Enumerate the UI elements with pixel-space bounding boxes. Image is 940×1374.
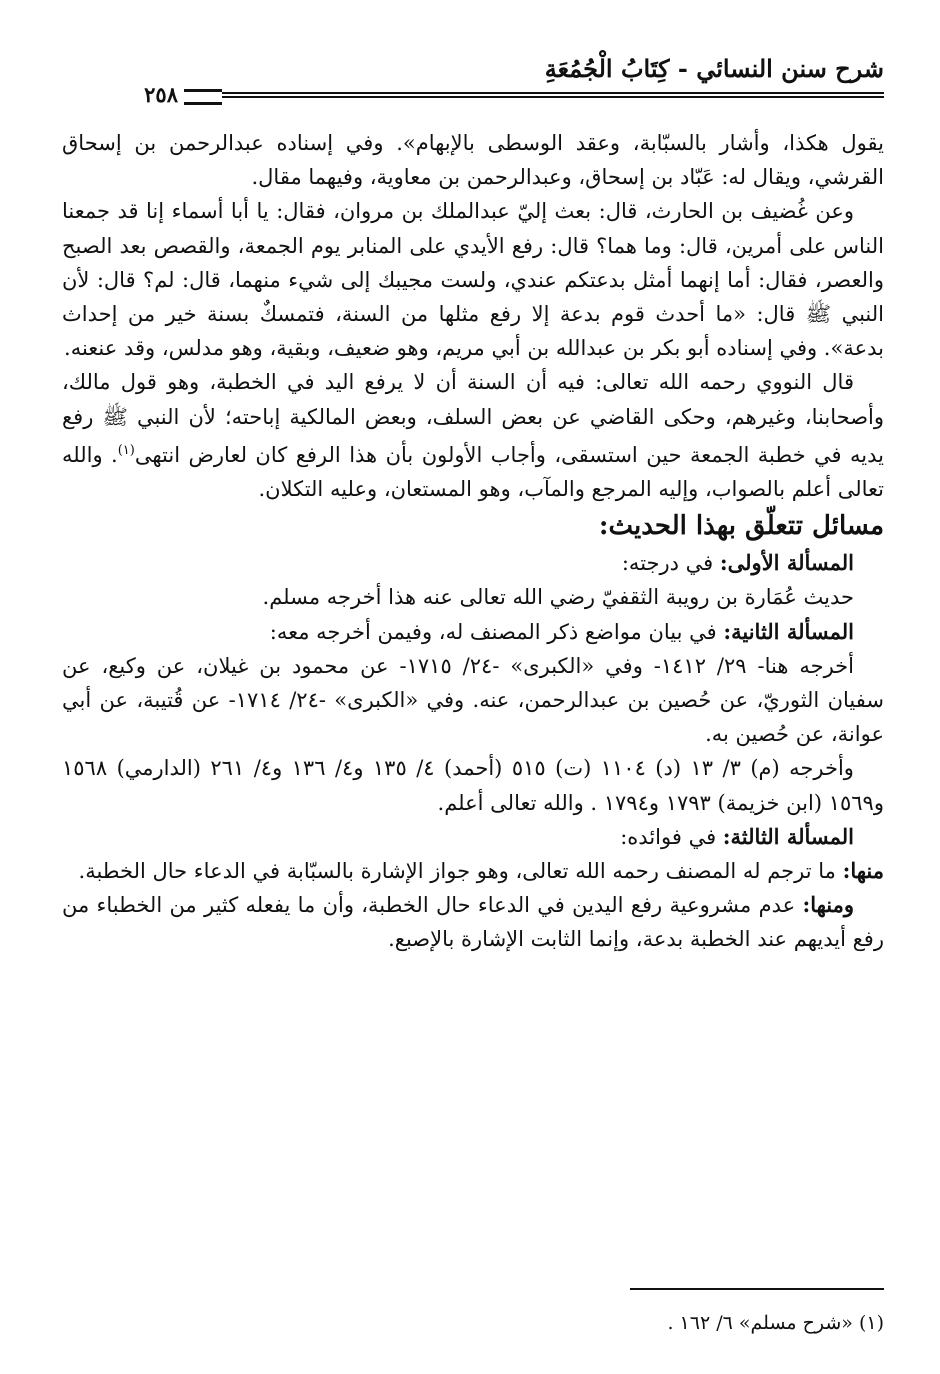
main-text: [62, 126, 884, 957]
masala-text: في درجته:: [621, 551, 720, 576]
masala-heading: [62, 615, 884, 649]
benefit-label: ومنها:: [802, 892, 854, 918]
footnote: (١) «شرح مسلم» ٦/ ١٦٢ .: [667, 1312, 884, 1334]
footnote-rule: [630, 1288, 884, 1290]
masala-body: أخرجه هنا- ٢٩/ ١٤١٢- وفي «الكبرى» -٢٤/ ١٧١٥- عن محمود بن غيلان، عن وكيع، عن سفيان الثوريّ، عن حُصين بن عبدالرحمن، عنه. وفي «الكبرى» -٢٤/ ١٧١٤- عن قُتيبة، عن أبي عوانة، عن حُصين به.: [62, 653, 884, 747]
masala-heading: [62, 820, 884, 854]
benefit-label: منها:: [842, 858, 884, 884]
book-page: [62, 40, 884, 1340]
masala-text: في فوائده:: [620, 824, 723, 849]
paragraph-text: . والله تعالى أعلم بالصواب، وإليه المرجع والمآب، وهو المستعان، وعليه التكلان.: [62, 442, 884, 502]
benefit-text: ما ترجم له المصنف رحمه الله تعالى، وهو جواز الإشارة بالسبّابة في الدعاء حال الخطبة.: [78, 859, 843, 884]
footnote-marker: (١): [117, 442, 135, 458]
masala-label: المسألة الثالثة:: [722, 823, 854, 849]
masala-label: المسألة الأولى:: [719, 550, 854, 576]
masala-text: في بيان مواضع ذكر المصنف له، وفيمن أخرجه معه:: [269, 619, 724, 644]
paragraph: [62, 365, 884, 506]
masala-body: وأخرجه (م) ٣/ ١٣ (د) ١١٠٤ (ت) ٥١٥ (أحمد) ٤/ ١٣٥ و٤/ ١٣٦ و٤/ ٢٦١ (الدارمي) ١٥٦٨ و١٥٦٩ (ابن خزيمة) ١٧٩٣ و١٧٩٤ . والله تعالى أعلم.: [62, 756, 884, 815]
running-title: شرح سنن النسائي - كِتَابُ الْجُمُعَةِ: [544, 54, 884, 83]
paragraph: يقول هكذا، وأشار بالسبّابة، وعقد الوسطى بالإبهام». وفي إسناده عبدالرحمن بن إسحاق القرشي، ويقال له: عَبّاد بن إسحاق، وعبدالرحمن بن معاوية، وفيهما مقال.: [62, 131, 884, 190]
masala-label: المسألة الثانية:: [723, 618, 854, 644]
paragraph: وعن غُضيف بن الحارث، قال: بعث إليّ عبدالملك بن مروان، فقال: يا أبا أسماء إنا قد جمعنا الناس على أمرين، قال: وما هما؟ قال: رفع الأيدي على المنابر يوم الجمعة، والقصص بعد الصبح والعصر، فقال: أما إنهما أمثل بدعتكم عندي، ولست مجيبك إلى شيء منهما، قال: لم؟ قال: لأن النبي ﷺ قال: «ما أحدث قوم بدعة إلا رفع مثلها من السنة، فتمسكٌ بسنة خير من إحداث بدعة». وفي إسناده أبو بكر بن عبدالله بن أبي مريم، وهو ضعيف، وبقية، وهو مدلس، وقد عنعنه.: [62, 199, 884, 361]
masala-body: حديث عُمَارة بن رويبة الثقفيّ رضي الله تعالى عنه هذا أخرجه مسلم.: [262, 585, 854, 610]
page-number-ornament: [184, 89, 222, 105]
masala-heading: [62, 546, 884, 580]
benefit-text: عدم مشروعية رفع اليدين في الدعاء حال الخطبة، وأن ما يفعله كثير من الخطباء من رفع أيديهم عند الخطبة بدعة، وإنما الثابت الإشارة بالإصبع.: [62, 893, 884, 952]
paragraph-text: قال النووي رحمه الله تعالى: فيه أن السنة أن لا يرفع اليد في الخطبة، وهو قول مالك، وأصحابنا، وغيرهم، وحكى القاضي عن بعض السلف، وبعض المالكية إباحته؛ لأن النبي ﷺ رفع يديه في خطبة الجمعة حين استسقى، وأجاب الأولون بأن هذا الرفع كان لعارض انتهى: [62, 370, 884, 467]
page-number-block: [62, 80, 222, 110]
benefit-item: [62, 854, 884, 888]
benefit-item: [62, 888, 884, 956]
page-number: ٢٥٨: [144, 82, 178, 107]
section-title: مسائل تتعلّق بهذا الحديث:: [598, 511, 884, 542]
